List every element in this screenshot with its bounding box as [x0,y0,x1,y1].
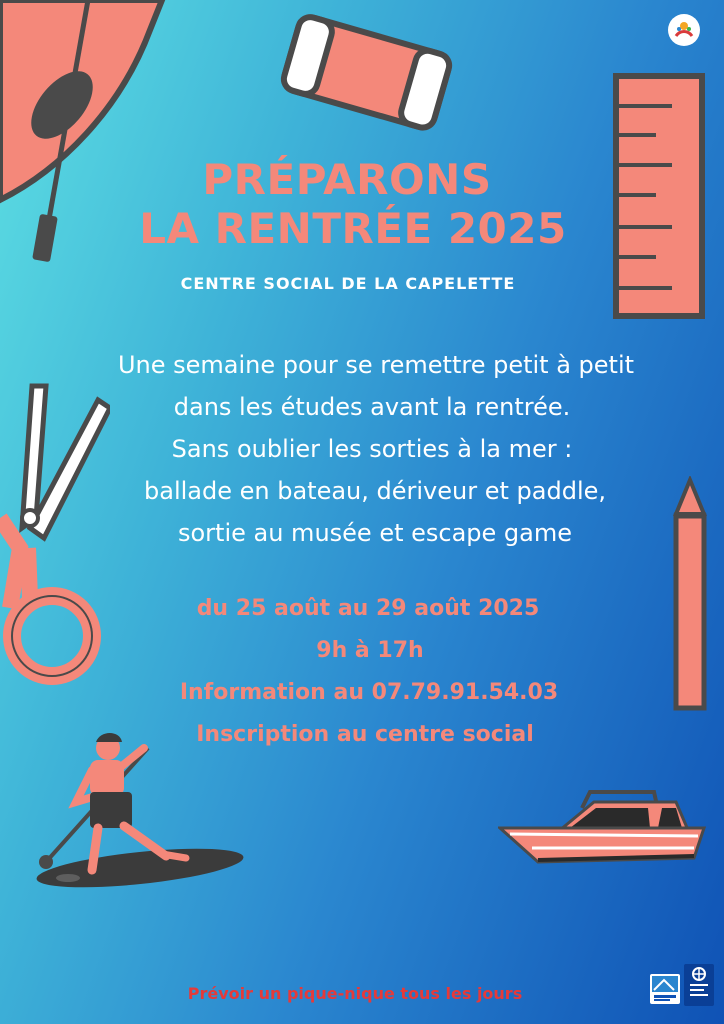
title-line-2: LA RENTRÉE 2025 [139,204,567,253]
description-line-3: Sans oublier les sorties à la mer : [171,435,573,463]
description-line-1: Une semaine pour se remettre petit à petit [117,351,635,379]
title-line-1: PRÉPARONS [202,155,492,204]
description-line-5: sortie au musée et escape game [177,519,573,547]
centre-social-logo [668,14,700,46]
event-dates: du 25 août au 29 août 2025 [196,596,540,621]
marseille-logo [650,974,680,1004]
event-hours: 9h à 17h [316,638,424,663]
motorboat-icon [498,786,710,870]
registration-note: Inscription au centre social [196,722,534,747]
description-line-4: ballade en bateau, dériveur et paddle, [144,477,606,505]
description-line-2: dans les études avant la rentrée. [173,393,571,421]
eraser-icon [270,4,460,144]
information-phone: Information au 07.79.91.54.03 [179,680,559,705]
picnic-reminder: Prévoir un pique-nique tous les jours [187,984,523,1003]
organizer-subtitle: CENTRE SOCIAL DE LA CAPELETTE [180,274,516,293]
caf-logo [684,964,714,1006]
